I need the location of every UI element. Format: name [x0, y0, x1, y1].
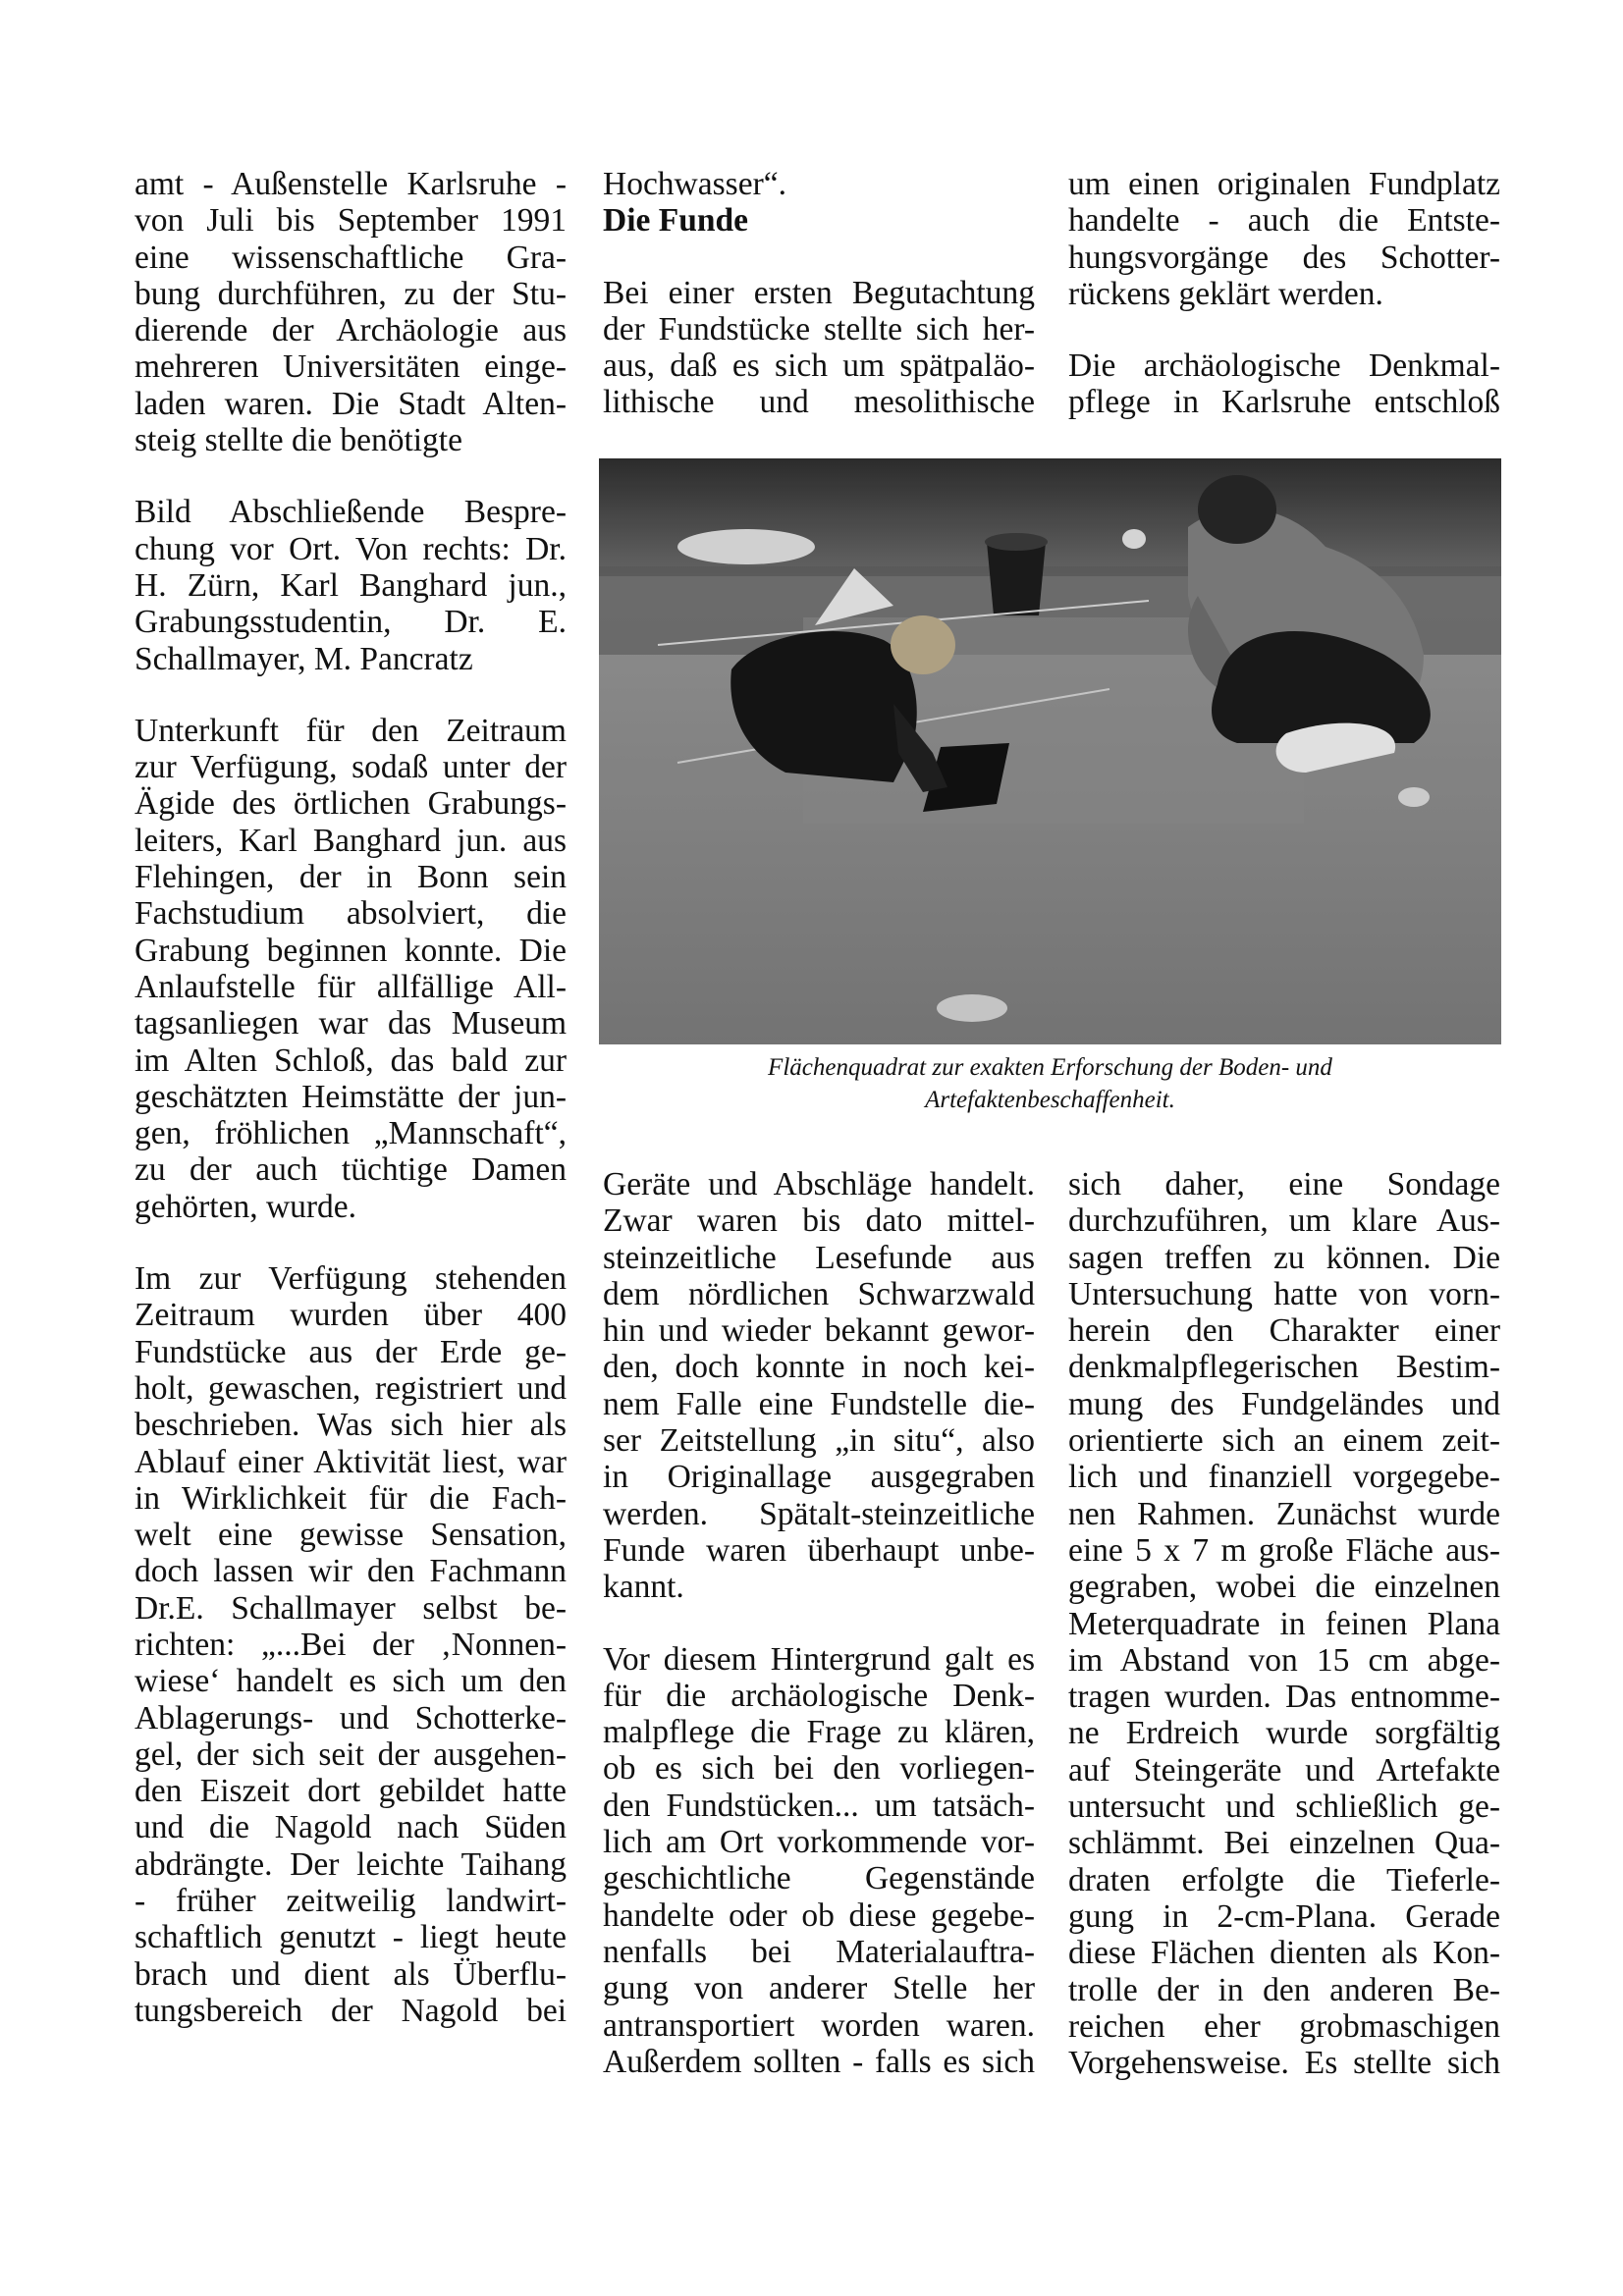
text-line: ne Erdreich wurde sorgfältig [1068, 1715, 1500, 1752]
text-line: Schallmayer, M. Pancratz [135, 640, 473, 677]
text-line: mung des Fundgeländes und [1068, 1385, 1500, 1422]
text-line: der Fundstücke stellte sich her- [603, 310, 1035, 347]
text-line: holt, gewaschen, registriert und [135, 1369, 567, 1407]
text-line: herein den Charakter einer [1068, 1312, 1500, 1350]
text-line: in Wirklichkeit für die Fach- [135, 1479, 567, 1517]
text-line: ser Zeitstellung „in situ“, also [603, 1422, 1035, 1460]
text-line: Ablauf einer Aktivität liest, war [135, 1443, 567, 1480]
text-line: amt - Außenstelle Karlsruhe - [135, 166, 567, 202]
text-line: um einen originalen Fundplatz [1068, 166, 1500, 202]
left-column [135, 166, 567, 2029]
text-line: Hochwasser“. [603, 166, 786, 202]
text-line: tragen wurden. Das entnomme- [1068, 1679, 1500, 1716]
text-line: nen Rahmen. Zunächst wurde [1068, 1495, 1500, 1532]
text-line: Bild Abschließende Bespre- [135, 494, 567, 531]
text-line: eine 5 x 7 m große Fläche aus- [1068, 1531, 1500, 1569]
text-line: und die Nagold nach Süden [135, 1809, 567, 1846]
text-line: handelte oder ob diese gegebe- [603, 1896, 1035, 1934]
text-line: Vorgehensweise. Es stellte sich [1068, 2045, 1500, 2082]
text-line: antransportiert worden waren. [603, 2006, 1035, 2044]
text-line: in Originallage ausgegraben [603, 1459, 1035, 1496]
text-line: draten erfolgte die Tieferle- [1068, 1861, 1500, 1898]
text-line: gung von anderer Stelle her [603, 1970, 1035, 2007]
text-line: auf Steingeräte und Artefakte [1068, 1751, 1500, 1789]
excavation-photo [599, 458, 1501, 1044]
text-line: H. Zürn, Karl Banghard jun., [135, 566, 567, 604]
text-line: nem Falle eine Fundstelle die- [603, 1385, 1035, 1422]
text-line: Anlaufstelle für allfällige All- [135, 968, 567, 1005]
text-line: zu der auch tüchtige Damen [135, 1151, 567, 1189]
middle-block-2 [603, 1641, 1035, 2081]
left-block-3 [135, 713, 567, 1225]
text-line: chung vor Ort. Von rechts: Dr. [135, 530, 567, 567]
left-photo-caption-block [135, 494, 567, 676]
text-line: diese Flächen dienten als Kon- [1068, 1935, 1500, 1972]
section-heading: Die Funde [603, 202, 748, 240]
text-line: hin und wieder bekannt gewor- [603, 1312, 1035, 1350]
text-line: Flehingen, der in Bonn sein [135, 859, 567, 896]
text-line: gegraben, wobei die einzelnen [1068, 1569, 1500, 1606]
text-line: tagsanliegen war das Museum [135, 1005, 567, 1042]
text-line: brach und dient als Überflu- [135, 1955, 567, 1993]
text-line: lich am Ort vorkommende vor- [603, 1824, 1035, 1861]
caption-line: Flächenquadrat zur exakten Erforschung der Boden- und [768, 1054, 1332, 1081]
text-line: Untersuchung hatte von vorn- [1068, 1275, 1500, 1312]
text-line: Ägide des örtlichen Grabungs- [135, 785, 567, 823]
text-line: den, doch konnte in noch kei- [603, 1349, 1035, 1386]
text-line: den Fundstücken... um tatsäch- [603, 1787, 1035, 1824]
text-line: richten: „...Bei der ‚Nonnen- [135, 1626, 567, 1663]
text-line: dem nördlichen Schwarzwald [603, 1275, 1035, 1312]
text-line: nenfalls bei Materialauftra- [603, 1933, 1035, 1970]
text-line: Im zur Verfügung stehenden [135, 1260, 567, 1298]
text-line: geschichtliche Gegenstände [603, 1860, 1035, 1897]
middle-block-1 [603, 1166, 1035, 1606]
text-line: rückens geklärt werden. [1068, 275, 1383, 312]
text-line: malpflege die Frage zu klären, [603, 1714, 1035, 1751]
excavation-photo-icon [599, 458, 1501, 1044]
middle-bottom-column [603, 1166, 1035, 2080]
text-line: den Eiszeit dort gebildet hatte [135, 1773, 567, 1810]
text-line: Vor diesem Hintergrund galt es [603, 1640, 1035, 1678]
right-bottom-column [1068, 1166, 1500, 2081]
text-line: leiters, Karl Banghard jun. aus [135, 822, 567, 859]
middle-top-column [603, 166, 1035, 421]
left-block-4 [135, 1260, 567, 2029]
text-line: schlämmt. Bei einzelnen Qua- [1068, 1825, 1500, 1862]
text-line: wiese‘ handelt es sich um den [135, 1663, 567, 1700]
right-top-column [1068, 166, 1500, 421]
text-line: schaftlich genutzt - liegt heute [135, 1919, 567, 1956]
text-line: gel, der sich seit der ausgehen- [135, 1735, 567, 1773]
text-line: welt eine gewisse Sensation, [135, 1517, 567, 1554]
text-line: - früher zeitweilig landwirt- [135, 1883, 567, 1920]
text-line: pflege in Karlsruhe entschloß [1068, 384, 1500, 421]
text-line: für die archäologische Denk- [603, 1677, 1035, 1714]
text-line: sagen treffen zu können. Die [1068, 1239, 1500, 1276]
text-line: Außerdem sollten - falls es sich [603, 2043, 1035, 2080]
photo-caption [599, 1051, 1501, 1116]
text-line: trolle der in den anderen Be- [1068, 1971, 1500, 2008]
text-line: reichen eher grobmaschigen [1068, 2007, 1500, 2045]
text-line: im Alten Schloß, das bald zur [135, 1041, 567, 1079]
text-line: tungsbereich der Nagold bei [135, 1992, 567, 2029]
caption-line: Artefaktenbeschaffenheit. [925, 1087, 1175, 1113]
text-line: zur Verfügung, sodaß unter der [135, 749, 567, 786]
text-line: Meterquadrate in feinen Plana [1068, 1605, 1500, 1642]
text-line: Zeitraum wurden über 400 [135, 1297, 567, 1334]
text-line: Grabungsstudentin, Dr. E. [135, 604, 567, 641]
text-line: orientierte sich an einem zeit- [1068, 1422, 1500, 1460]
text-line: Geräte und Abschläge handelt. [603, 1166, 1035, 1202]
text-line: beschrieben. Was sich hier als [135, 1407, 567, 1444]
text-line: Fundstücke aus der Erde ge- [135, 1333, 567, 1370]
text-line: gehörten, wurde. [135, 1188, 357, 1225]
text-line: sich daher, eine Sondage [1068, 1166, 1500, 1202]
text-line: hungsvorgänge des Schotter- [1068, 239, 1500, 276]
text-line: untersucht und schließlich ge- [1068, 1789, 1500, 1826]
text-line: geschätzten Heimstätte der jun- [135, 1078, 567, 1115]
text-line: doch lassen wir den Fachmann [135, 1553, 567, 1590]
text-line: Bei einer ersten Begutachtung [603, 274, 1035, 311]
text-line: durchzuführen, um klare Aus- [1068, 1202, 1500, 1240]
text-line: Dr.E. Schallmayer selbst be- [135, 1589, 567, 1627]
text-line: Unterkunft für den Zeitraum [135, 712, 567, 749]
text-line: steinzeitliche Lesefunde aus [603, 1239, 1035, 1276]
text-line: mehreren Universitäten einge- [135, 348, 567, 386]
text-line: gen, fröhlichen „Mannschaft“, [135, 1115, 567, 1152]
text-line: denkmalpflegerischen Bestim- [1068, 1349, 1500, 1386]
text-line: lich und finanziell vorgegebe- [1068, 1459, 1500, 1496]
text-line: handelte - auch die Entste- [1068, 202, 1500, 240]
text-line: ob es sich bei den vorliegen- [603, 1750, 1035, 1788]
text-line: gung in 2-cm-Plana. Gerade [1068, 1897, 1500, 1935]
text-line: dierende der Archäologie aus [135, 312, 567, 349]
text-line: kannt. [603, 1569, 684, 1606]
text-line: aus, daß es sich um spätpaläo- [603, 347, 1035, 385]
text-line: Grabung beginnen konnte. Die [135, 932, 567, 969]
text-line: laden waren. Die Stadt Alten- [135, 385, 567, 422]
text-line: lithische und mesolithische [603, 384, 1035, 421]
text-line: Fachstudium absolviert, die [135, 895, 567, 933]
left-block-1 [135, 166, 567, 458]
text-line: eine wissenschaftliche Gra- [135, 239, 567, 276]
text-line: Zwar waren bis dato mittel- [603, 1202, 1035, 1240]
text-line: werden. Spätalt-steinzeitliche [603, 1495, 1035, 1532]
text-line: abdrängte. Der leichte Taihang [135, 1845, 567, 1883]
text-line: steig stellte die benötigte [135, 422, 462, 459]
text-line: Die archäologische Denkmal- [1068, 347, 1500, 385]
text-line: von Juli bis September 1991 [135, 202, 567, 240]
text-line: bung durchführen, zu der Stu- [135, 275, 567, 312]
text-line: Ablagerungs- und Schotterke- [135, 1699, 567, 1736]
text-line: Funde waren überhaupt unbe- [603, 1531, 1035, 1569]
text-line: im Abstand von 15 cm abge- [1068, 1641, 1500, 1679]
